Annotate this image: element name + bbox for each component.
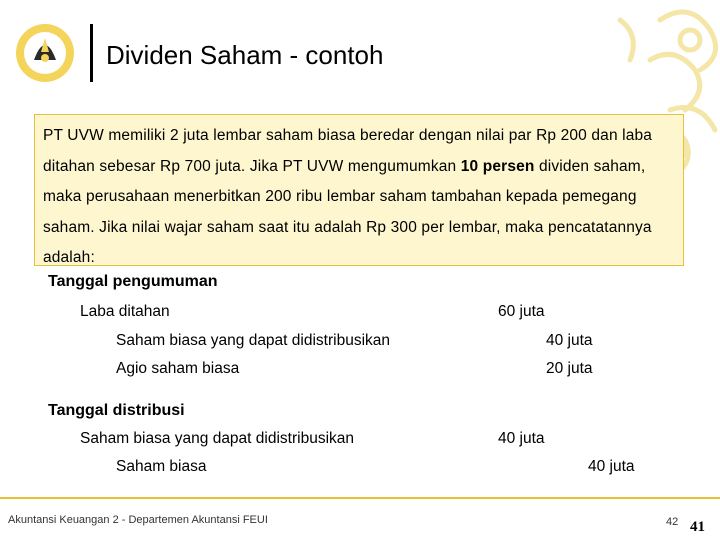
footer-text: Akuntansi Keuangan 2 - Departemen Akuntansi FEUI xyxy=(8,514,268,526)
intro-text-2: dividen saham, maka perusahaan menerbitkan 200 ribu lembar saham tambahan kepada pemegang saham. Jika nilai wajar saham saat itu adalah Rp 300 per lembar, maka pencatatannya adalah: xyxy=(43,157,652,267)
distribution-credit-account: Saham biasa xyxy=(116,458,207,475)
distribution-debit-account: Saham biasa yang dapat didistribusikan xyxy=(80,430,355,447)
intro-bold-text: 10 persen xyxy=(460,157,535,175)
distribution-credit-amount: 40 juta xyxy=(588,458,635,475)
distribution-heading: Tanggal distribusi xyxy=(48,402,185,419)
announcement-credit1-account: Saham biasa yang dapat didistribusikan xyxy=(116,332,391,349)
distribution-debit-amount: 40 juta xyxy=(498,430,545,447)
intro-paragraph xyxy=(43,121,675,274)
announcement-heading: Tanggal pengumuman xyxy=(48,273,218,290)
announcement-credit2-account: Agio saham biasa xyxy=(116,360,240,377)
intro-box xyxy=(34,114,684,266)
university-emblem-icon xyxy=(14,22,76,84)
announcement-credit2-amount: 20 juta xyxy=(546,360,593,377)
announcement-debit-amount: 60 juta xyxy=(498,303,545,320)
page-number-small: 42 xyxy=(666,516,679,528)
title-divider xyxy=(90,24,93,82)
page-title: Dividen Saham - contoh xyxy=(106,40,384,70)
page-number-large: 41 xyxy=(690,519,705,535)
intro-text-1: PT UVW memiliki 2 juta lembar saham biasa beredar dengan nilai par Rp 200 dan laba ditahan sebesar Rp 700 juta. Jika PT UVW mengumumkan xyxy=(43,127,653,175)
announcement-credit1-amount: 40 juta xyxy=(546,332,593,349)
footer-divider xyxy=(0,497,720,499)
announcement-debit-account: Laba ditahan xyxy=(80,303,170,320)
